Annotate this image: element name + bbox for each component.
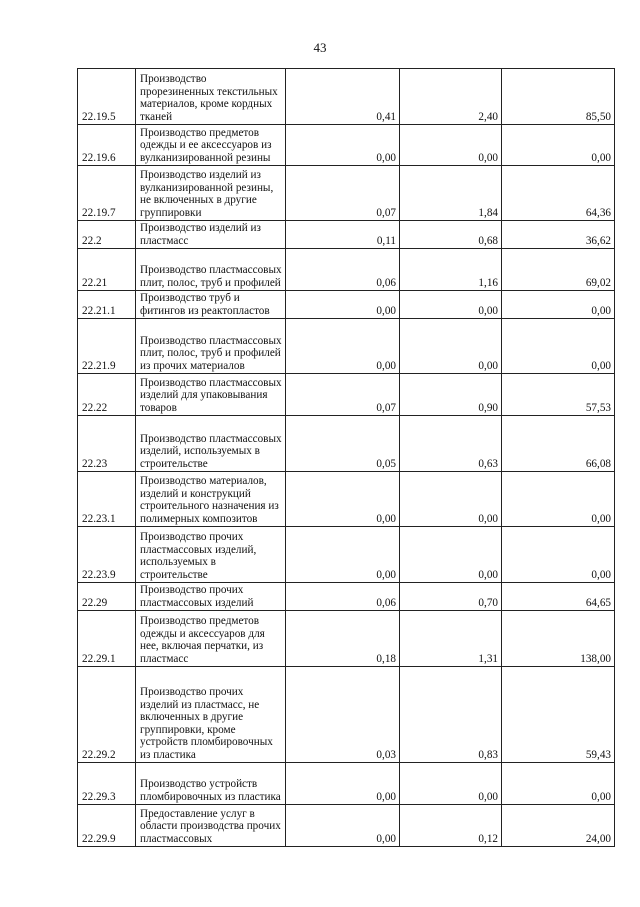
activity-name: Производство изделий из пластмасс	[136, 221, 286, 249]
okved-code: 22.23	[78, 416, 136, 472]
value-col-3: 57,53	[502, 374, 615, 416]
value-col-3: 36,62	[502, 221, 615, 249]
table-row	[78, 763, 615, 805]
value-col-1: 0,05	[286, 416, 400, 472]
value-col-3: 66,08	[502, 416, 615, 472]
value-col-3: 59,43	[502, 667, 615, 763]
okved-code: 22.29.2	[78, 667, 136, 763]
okved-code: 22.21	[78, 249, 136, 291]
activity-name: Производство пластмассовых изделий для упаковывания товаров	[136, 374, 286, 416]
value-col-1: 0,00	[286, 319, 400, 374]
value-col-2: 0,68	[400, 221, 502, 249]
value-col-3: 85,50	[502, 69, 615, 125]
table-row	[78, 319, 615, 374]
okved-code: 22.19.5	[78, 69, 136, 125]
value-col-1: 0,07	[286, 374, 400, 416]
activity-name: Производство прочих пластмассовых изделий	[136, 583, 286, 611]
value-col-2: 0,00	[400, 291, 502, 319]
value-col-2: 0,00	[400, 125, 502, 166]
table-row	[78, 166, 615, 221]
value-col-1: 0,00	[286, 472, 400, 527]
value-col-3: 0,00	[502, 527, 615, 583]
table-row	[78, 583, 615, 611]
activity-name: Производство устройств пломбировочных из пластика	[136, 763, 286, 805]
value-col-1: 0,00	[286, 805, 400, 847]
value-col-2: 0,00	[400, 763, 502, 805]
table-row	[78, 291, 615, 319]
table-row	[78, 527, 615, 583]
value-col-3: 69,02	[502, 249, 615, 291]
activity-name: Производство пластмассовых плит, полос, труб и профилей	[136, 249, 286, 291]
value-col-2: 0,00	[400, 319, 502, 374]
activity-name: Производство предметов одежды и аксессуаров для нее, включая перчатки, из пластмасс	[136, 611, 286, 667]
value-col-3: 0,00	[502, 472, 615, 527]
value-col-2: 0,90	[400, 374, 502, 416]
industry-table	[77, 68, 615, 847]
okved-code: 22.23.9	[78, 527, 136, 583]
value-col-1: 0,00	[286, 125, 400, 166]
value-col-3: 64,36	[502, 166, 615, 221]
value-col-2: 0,70	[400, 583, 502, 611]
value-col-3: 0,00	[502, 125, 615, 166]
activity-name: Производство материалов, изделий и конструкций строительного назначения из полимерных композитов	[136, 472, 286, 527]
activity-name: Производство пластмассовых плит, полос, труб и профилей из прочих материалов	[136, 319, 286, 374]
value-col-2: 0,12	[400, 805, 502, 847]
table-row	[78, 667, 615, 763]
value-col-2: 0,00	[400, 527, 502, 583]
table-row	[78, 221, 615, 249]
okved-code: 22.29.9	[78, 805, 136, 847]
activity-name: Предоставление услуг в области производства прочих пластмассовых	[136, 805, 286, 847]
value-col-2: 0,00	[400, 472, 502, 527]
value-col-3: 138,00	[502, 611, 615, 667]
value-col-3: 0,00	[502, 291, 615, 319]
value-col-3: 0,00	[502, 763, 615, 805]
value-col-1: 0,00	[286, 291, 400, 319]
value-col-1: 0,00	[286, 763, 400, 805]
value-col-1: 0,07	[286, 166, 400, 221]
value-col-1: 0,11	[286, 221, 400, 249]
table-row	[78, 805, 615, 847]
value-col-3: 0,00	[502, 319, 615, 374]
value-col-1: 0,03	[286, 667, 400, 763]
okved-code: 22.21.9	[78, 319, 136, 374]
value-col-3: 64,65	[502, 583, 615, 611]
okved-code: 22.22	[78, 374, 136, 416]
table-row	[78, 611, 615, 667]
value-col-2: 0,63	[400, 416, 502, 472]
value-col-1: 0,00	[286, 527, 400, 583]
page-number: 43	[313, 40, 327, 55]
table-row	[78, 374, 615, 416]
activity-name: Производство изделий из вулканизированной резины, не включенных в другие группировки	[136, 166, 286, 221]
activity-name: Производство прочих пластмассовых изделий, используемых в строительстве	[136, 527, 286, 583]
okved-code: 22.29.3	[78, 763, 136, 805]
table-row	[78, 416, 615, 472]
table-body	[78, 69, 615, 847]
activity-name: Производство пластмассовых изделий, используемых в строительстве	[136, 416, 286, 472]
activity-name: Производство труб и фитингов из реактопластов	[136, 291, 286, 319]
okved-code: 22.2	[78, 221, 136, 249]
activity-name: Производство прорезиненных текстильных материалов, кроме кордных тканей	[136, 69, 286, 125]
activity-name: Производство прочих изделий из пластмасс, не включенных в другие группировки, кроме устройств пломбировочных из пластика	[136, 667, 286, 763]
value-col-2: 1,31	[400, 611, 502, 667]
value-col-1: 0,06	[286, 583, 400, 611]
value-col-1: 0,41	[286, 69, 400, 125]
table-row	[78, 472, 615, 527]
value-col-1: 0,18	[286, 611, 400, 667]
okved-code: 22.29.1	[78, 611, 136, 667]
table-row	[78, 125, 615, 166]
okved-code: 22.29	[78, 583, 136, 611]
table-row	[78, 69, 615, 125]
okved-code: 22.19.7	[78, 166, 136, 221]
value-col-3: 24,00	[502, 805, 615, 847]
okved-code: 22.21.1	[78, 291, 136, 319]
okved-code: 22.23.1	[78, 472, 136, 527]
table-row	[78, 249, 615, 291]
okved-code: 22.19.6	[78, 125, 136, 166]
value-col-2: 0,83	[400, 667, 502, 763]
value-col-2: 2,40	[400, 69, 502, 125]
activity-name: Производство предметов одежды и ее аксессуаров из вулканизированной резины	[136, 125, 286, 166]
value-col-1: 0,06	[286, 249, 400, 291]
value-col-2: 1,84	[400, 166, 502, 221]
value-col-2: 1,16	[400, 249, 502, 291]
